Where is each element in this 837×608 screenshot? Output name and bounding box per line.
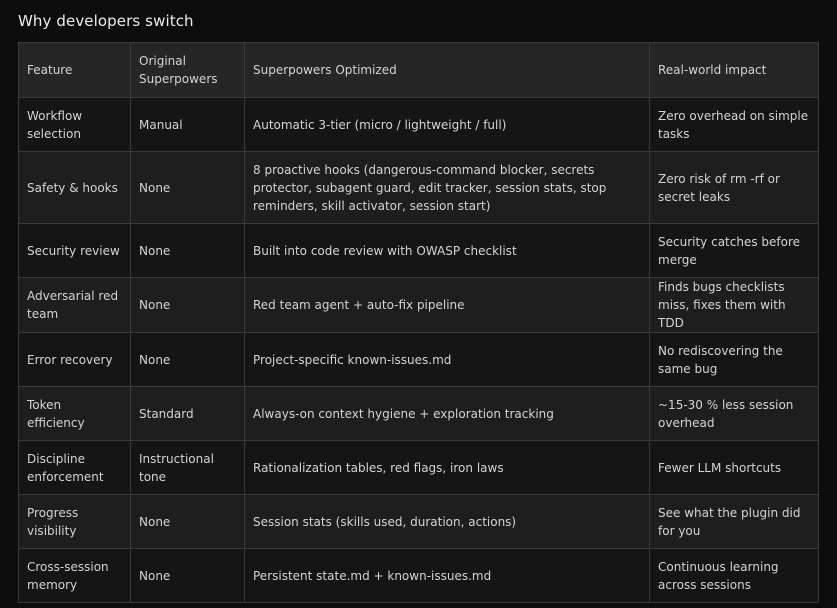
header-impact: Real-world impact <box>650 43 819 98</box>
cell-impact: Security catches before merge <box>650 224 819 278</box>
cell-feature: Adversarial red team <box>19 278 131 333</box>
cell-feature: Safety & hooks <box>19 152 131 224</box>
section-title: Why developers switch <box>18 12 194 30</box>
header-optimized: Superpowers Optimized <box>245 43 650 98</box>
cell-optimized: Automatic 3-tier (micro / lightweight / full) <box>245 98 650 152</box>
cell-optimized: Built into code review with OWASP checklist <box>245 224 650 278</box>
cell-feature: Error recovery <box>19 333 131 387</box>
cell-optimized: Red team agent + auto-fix pipeline <box>245 278 650 333</box>
table-row <box>19 495 819 549</box>
cell-original: None <box>131 278 245 333</box>
header-feature: Feature <box>19 43 131 98</box>
cell-feature: Security review <box>19 224 131 278</box>
table-row <box>19 387 819 441</box>
cell-optimized: Session stats (skills used, duration, actions) <box>245 495 650 549</box>
cell-impact: Zero risk of rm -rf or secret leaks <box>650 152 819 224</box>
cell-original: None <box>131 495 245 549</box>
cell-original: None <box>131 224 245 278</box>
cell-impact: No rediscovering the same bug <box>650 333 819 387</box>
cell-optimized: 8 proactive hooks (dangerous-command blocker, secrets protector, subagent guard, edit tracker, session stats, stop reminders, skill activator, session start) <box>245 152 650 224</box>
cell-feature: Workflow selection <box>19 98 131 152</box>
table-row <box>19 549 819 603</box>
cell-impact: Finds bugs checklists miss, fixes them with TDD <box>650 278 819 333</box>
table-row <box>19 152 819 224</box>
cell-original: None <box>131 152 245 224</box>
table-row <box>19 441 819 495</box>
cell-impact: Fewer LLM shortcuts <box>650 441 819 495</box>
cell-impact: Zero overhead on simple tasks <box>650 98 819 152</box>
cell-optimized: Always-on context hygiene + exploration tracking <box>245 387 650 441</box>
table-header-row <box>19 43 819 98</box>
table-row <box>19 98 819 152</box>
cell-optimized: Rationalization tables, red flags, iron laws <box>245 441 650 495</box>
cell-impact: Continuous learning across sessions <box>650 549 819 603</box>
cell-optimized: Persistent state.md + known-issues.md <box>245 549 650 603</box>
header-original: Original Superpowers <box>131 43 245 98</box>
cell-feature: Discipline enforcement <box>19 441 131 495</box>
cell-original: Standard <box>131 387 245 441</box>
cell-impact: ~15-30 % less session overhead <box>650 387 819 441</box>
cell-original: Manual <box>131 98 245 152</box>
cell-feature: Progress visibility <box>19 495 131 549</box>
table-row <box>19 278 819 333</box>
cell-feature: Token efficiency <box>19 387 131 441</box>
cell-original: None <box>131 549 245 603</box>
cell-optimized: Project-specific known-issues.md <box>245 333 650 387</box>
cell-original: Instructional tone <box>131 441 245 495</box>
comparison-table <box>18 42 819 603</box>
cell-original: None <box>131 333 245 387</box>
cell-impact: See what the plugin did for you <box>650 495 819 549</box>
table-row <box>19 333 819 387</box>
table-row <box>19 224 819 278</box>
cell-feature: Cross-session memory <box>19 549 131 603</box>
